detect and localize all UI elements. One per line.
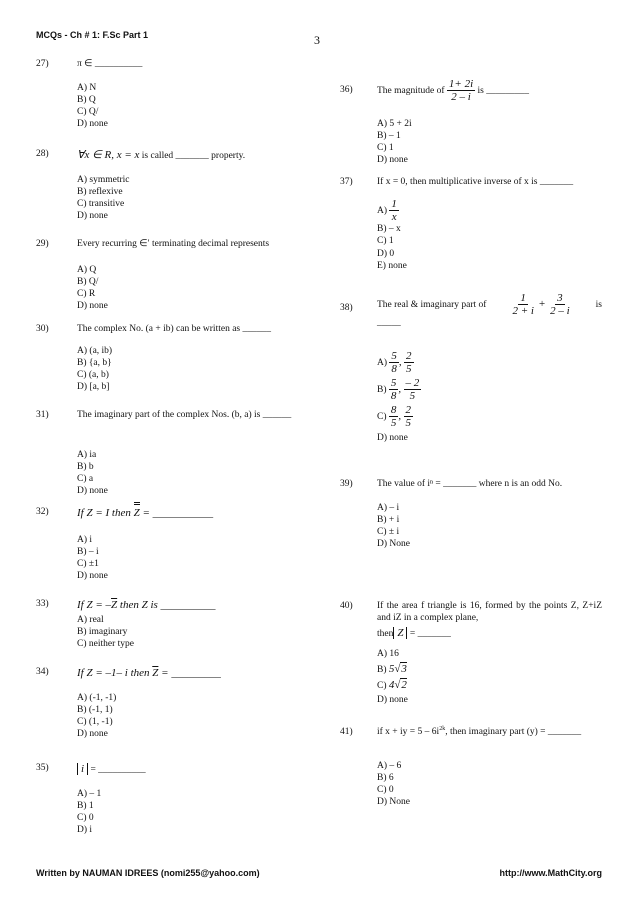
question-text [377, 726, 602, 738]
option-c[interactable]: C) 0 [377, 785, 394, 796]
question-number: 34) [36, 667, 49, 677]
option-b[interactable]: B) 5√3 [377, 663, 407, 676]
fraction-numerator: 1 [520, 292, 526, 304]
option-c[interactable]: C) 1 [377, 143, 394, 154]
option-b[interactable]: B) + i [377, 515, 400, 526]
fraction-numerator: – 2 [405, 377, 420, 390]
fraction-denominator: x [391, 211, 397, 224]
option-d[interactable]: D) none [77, 571, 108, 582]
fraction-denominator: 2 – i [550, 305, 570, 318]
options-29 [77, 264, 108, 313]
options-27 [77, 82, 108, 131]
option-a[interactable]: A) ia [77, 450, 97, 460]
math-part: = __________ [90, 765, 146, 775]
options-40 [377, 648, 408, 707]
math-part: = _________ [161, 667, 221, 679]
options-41 [377, 760, 410, 809]
radicand: 3 [401, 663, 407, 676]
math-expression: ∀x ∈ R, x = x [77, 149, 140, 161]
option-d[interactable]: D) none [77, 119, 108, 130]
options-39 [377, 502, 410, 551]
option-d[interactable]: D) None [377, 539, 410, 550]
question-text [77, 762, 303, 776]
options-33 [77, 614, 134, 650]
fraction-denominator: 5 [405, 417, 411, 430]
math-part: then Z is __________ [117, 599, 216, 611]
question-text [377, 78, 602, 103]
option-label: A) [377, 205, 388, 216]
option-c[interactable]: C) 1 [377, 236, 394, 247]
math-part: If Z = –1– i then [77, 667, 150, 679]
math-absolute: Z [393, 627, 407, 639]
question-text-then: then [377, 629, 394, 640]
fraction-numerator: 8 [390, 404, 397, 417]
option-b[interactable]: B) – i [77, 547, 99, 558]
question-number: 29) [36, 239, 49, 249]
option-d[interactable]: D) none [377, 155, 408, 166]
question-text [77, 666, 303, 680]
question-number: 37) [340, 177, 353, 187]
option-c[interactable]: C) transitive [77, 199, 125, 210]
option-b[interactable]: B) $\frac{5}{8}$ , $\frac{- 2}{5}$ [377, 377, 420, 403]
option-c[interactable]: C) (1, -1) [77, 717, 113, 728]
question-number: 41) [340, 727, 353, 737]
math-part: If Z = I then [77, 507, 131, 519]
question-text [77, 506, 303, 520]
option-d[interactable]: D) none [77, 729, 108, 740]
option-a[interactable]: A) Q [77, 265, 97, 275]
option-b[interactable]: B) Q/ [77, 277, 99, 288]
option-b[interactable]: B) Q [77, 95, 96, 106]
fraction [389, 377, 399, 402]
option-e[interactable]: E) none [377, 260, 407, 271]
question-text [77, 148, 303, 162]
question-number: 27) [36, 59, 49, 69]
question-text: The complex No. (a + ib) can be written as ______ [77, 324, 271, 334]
math-absolute: i [77, 763, 88, 775]
option-c[interactable]: C) R [77, 289, 96, 300]
option-a[interactable]: A) (a, ib) [77, 346, 113, 356]
fraction-2 [548, 292, 572, 317]
question-number: 40) [340, 601, 353, 611]
option-c[interactable]: C) ±1 [77, 559, 99, 570]
question-text-head: The real & imaginary part of [377, 299, 487, 310]
exponent: 2k [439, 726, 446, 732]
option-a[interactable] [377, 198, 407, 223]
options-36 [377, 118, 412, 167]
question-text: The real & imaginary part of $\frac{1}{2 + i}$ + $\frac{3}{2 - i}$ is _____ [377, 292, 602, 329]
fraction-numerator: 3 [557, 292, 563, 304]
fraction-numerator: 2 [405, 404, 411, 417]
question-text [77, 598, 303, 612]
option-b[interactable]: B) (-1, 1) [77, 705, 113, 716]
fraction [404, 404, 414, 429]
fraction-denominator: 8 [390, 390, 397, 403]
math-part: If Z = – [77, 599, 112, 611]
option-label: B) [377, 665, 387, 676]
fraction [447, 78, 475, 103]
fraction-numerator: 5 [391, 350, 397, 362]
question-number: 32) [36, 507, 49, 517]
option-b[interactable]: B) 6 [377, 773, 394, 784]
option-a[interactable]: A) real [77, 615, 104, 625]
option-b[interactable]: B) {a, b} [77, 358, 112, 369]
fraction-numerator: 1 [391, 198, 397, 210]
question-text: π ∈ __________ [77, 59, 143, 69]
option-a[interactable]: A) – 1 [77, 789, 102, 799]
option-a[interactable]: A) – i [377, 503, 400, 513]
option-c[interactable]: C) $\frac{8}{5}$ , $\frac{2}{5}$ [377, 404, 411, 430]
option-a[interactable]: A) $\frac{5}{8}$ , $\frac{2}{5}$ [377, 350, 412, 376]
fraction-denominator: 8 [391, 363, 397, 376]
options-30 [77, 345, 112, 394]
options-38 [377, 350, 421, 444]
option-label: B) [377, 384, 387, 395]
option-d[interactable]: D) none [377, 695, 408, 706]
math-part: = ___________ [142, 507, 214, 519]
fraction [389, 350, 399, 375]
option-c[interactable]: C) a [77, 474, 94, 485]
option-label: C) [377, 681, 387, 692]
math-conjugate: $\overline{Z}$ [111, 599, 118, 611]
math-double-conjugate: Z [133, 507, 140, 519]
option-c[interactable]: C) Q/ [77, 107, 99, 118]
option-b[interactable]: B) – x [377, 224, 401, 235]
fraction-numerator: 1+ 2i [448, 78, 474, 90]
question-number: 35) [36, 763, 49, 773]
options-31 [77, 449, 108, 498]
option-b[interactable]: B) imaginary [77, 627, 128, 638]
math-conjugate: $\overline{Z}$ [152, 667, 159, 679]
options-28 [77, 174, 130, 223]
option-d[interactable]: D) none [377, 432, 408, 443]
answer-blank: _____ [377, 318, 401, 329]
option-a[interactable]: A) symmetric [77, 175, 130, 185]
question-text-tail: , then imaginary part (y) = _______ [445, 727, 582, 738]
radicand: 2 [401, 679, 407, 692]
option-d[interactable]: D) [a, b] [77, 382, 110, 393]
options-35 [77, 788, 101, 837]
option-c[interactable]: C) 0 [77, 813, 94, 824]
option-d[interactable]: D) i [77, 825, 93, 836]
fraction [404, 350, 414, 375]
option-d[interactable]: D) None [377, 797, 410, 808]
fraction-denominator: 5 [409, 390, 416, 403]
option-d[interactable]: D) none [77, 486, 108, 497]
option-a[interactable]: A) 16 [377, 649, 399, 659]
question-number: 36) [340, 85, 353, 95]
question-number: 39) [340, 479, 353, 489]
footer-site-link[interactable]: http://www.MathCity.org [499, 868, 602, 878]
fraction-denominator: 5 [390, 417, 397, 430]
option-b[interactable]: B) – 1 [377, 131, 401, 142]
fraction-numerator: 2 [406, 350, 412, 362]
question-text-tail: is called _______ property. [141, 151, 246, 161]
question-text: If x = 0, then multiplicative inverse of x is _______ [377, 177, 574, 187]
question-text [377, 600, 602, 640]
question-text: The value of iⁿ = _______ where n is an odd No. [377, 479, 563, 489]
question-number: 31) [36, 410, 49, 420]
fraction [389, 404, 399, 429]
question-text-tail: is [595, 299, 602, 310]
header-title: MCQs - Ch # 1: F.Sc Part 1 [36, 30, 149, 40]
option-d[interactable]: D) none [77, 301, 108, 312]
options-32 [77, 534, 108, 583]
footer-author: Written by NAUMAN IDREES (nomi255@yahoo.com) [36, 868, 260, 878]
option-c[interactable]: C) neither type [77, 639, 134, 650]
option-a[interactable]: A) – 6 [377, 761, 402, 771]
fraction [389, 198, 399, 223]
options-37 [377, 198, 407, 272]
question-number: 33) [36, 599, 49, 609]
fraction-1 [510, 292, 535, 317]
radical-coefficient: 5 [388, 663, 395, 676]
option-b[interactable]: B) b [77, 462, 94, 473]
question-text: The imaginary part of the complex Nos. (b, a) is ______ [77, 410, 292, 420]
fraction-denominator: 2 + i [512, 305, 534, 318]
option-d[interactable]: D) 0 [377, 248, 395, 259]
option-b[interactable]: B) reflexive [77, 187, 123, 198]
option-label: A) [377, 357, 388, 368]
option-a[interactable]: A) i [77, 535, 93, 545]
question-text-head: if x + iy = 5 – 6i [377, 727, 440, 738]
radical-coefficient: 4 [388, 679, 395, 692]
question-text: Every recurring ∈′ terminating decimal represents [77, 239, 270, 249]
options-34 [77, 692, 116, 741]
fraction-denominator: 5 [406, 363, 412, 376]
question-text-tail: is _________ [477, 85, 529, 96]
option-a[interactable]: A) (-1, -1) [77, 693, 117, 703]
option-b[interactable]: B) 1 [77, 801, 94, 812]
option-c[interactable]: C) ± i [377, 527, 400, 538]
option-a[interactable]: A) 5 + 2i [377, 119, 412, 129]
answer-blank: = _______ [409, 629, 451, 640]
question-text-head: The magnitude of [377, 85, 445, 96]
page-number: 3 [314, 33, 320, 47]
option-label: C) [377, 412, 387, 423]
option-d[interactable]: D) none [77, 211, 108, 222]
question-number: 28) [36, 149, 49, 159]
question-text-body: If the area f triangle is 16, formed by the points Z, Z+iZ and iZ in a complex plane, [377, 601, 602, 624]
fraction-denominator: 2 – i [451, 91, 471, 104]
option-c[interactable]: C) 4√2 [377, 679, 407, 692]
option-a[interactable]: A) N [77, 83, 97, 93]
option-c[interactable]: C) (a, b) [77, 370, 109, 381]
fraction [404, 377, 422, 402]
question-number: 30) [36, 324, 49, 334]
question-number: 38) [340, 303, 353, 313]
fraction-numerator: 5 [390, 377, 397, 390]
